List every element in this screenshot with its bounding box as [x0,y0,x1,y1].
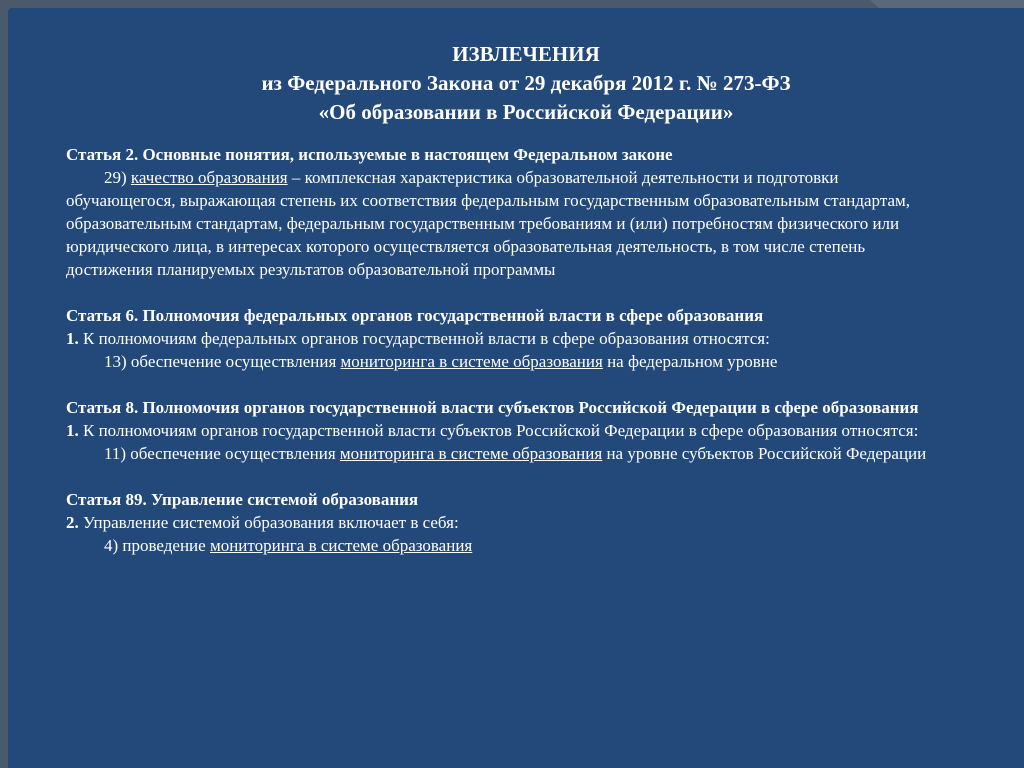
document-content [66,40,946,557]
article-89-heading: Статья 89. Управление системой образования [66,490,419,509]
paragraph-number: 2. [66,513,79,532]
spacer [66,465,946,488]
term-quality-of-education: качество образования [130,168,288,187]
monitoring-link: мониторинга в системе образования [340,352,603,371]
item-suffix: на федеральном уровне [602,352,778,371]
item-prefix: 13) обеспечение осуществления [104,352,341,371]
paragraph-number: 1. [66,421,79,440]
article-89-item-4 [66,534,946,557]
title-line-1: ИЗВЛЕЧЕНИЯ [452,42,600,66]
paragraph-text: Управление системой образования включает в себя: [78,513,459,532]
article-2-heading: Статья 2. Основные понятия, используемые в настоящем Федеральном законе [66,145,673,164]
spacer [66,373,946,396]
item-prefix: 11) обеспечение осуществления [104,444,340,463]
monitoring-link: мониторинга в системе образования [339,444,603,463]
article-8-item-11 [66,442,946,465]
paragraph-number: 1. [66,329,79,348]
paragraph-text: К полномочиям органов государственной власти субъектов Российской Федерации в сфере образования относятся: [78,421,919,440]
article-6-item-13 [66,350,946,373]
title-line-2: из Федерального Закона от 29 декабря 2012 г. № 273-ФЗ [261,71,791,95]
article-89-paragraph-2 [66,511,946,534]
article-89 [66,488,946,557]
title-line-3: «Об образовании в Российской Федерации» [318,100,734,124]
monitoring-link: мониторинга в системе образования [209,536,473,555]
article-6-paragraph-1 [66,327,946,350]
document-title [106,40,946,127]
article-8-paragraph-1 [66,419,946,442]
article-2 [66,143,946,281]
item-number: 29) [104,168,127,187]
item-suffix: на уровне субъектов Российской Федерации [602,444,927,463]
article-6 [66,304,946,373]
definition-text: – комплексная характеристика образовательной деятельности и подготовки обучающегося, выражающая степень их соответствия федеральным государственным образовательным стандартам, образовательным стандартам, федеральным государственным требованиям и (или) потребностям физического или юридического лица, в интересах которого осуществляется образовательная деятельность, в том числе степень достижения планируемых результатов образовательной программы [66,168,911,279]
article-6-heading: Статья 6. Полномочия федеральных органов государственной власти в сфере образования [66,306,764,325]
article-8-heading: Статья 8. Полномочия органов государственной власти субъектов Российской Федерации в сфере образования [66,398,919,417]
article-2-item-29 [66,166,946,281]
spacer [66,281,946,304]
paragraph-text: К полномочиям федеральных органов государственной власти в сфере образования относятся: [78,329,770,348]
article-8 [66,396,946,465]
item-prefix: 4) проведение [104,536,210,555]
